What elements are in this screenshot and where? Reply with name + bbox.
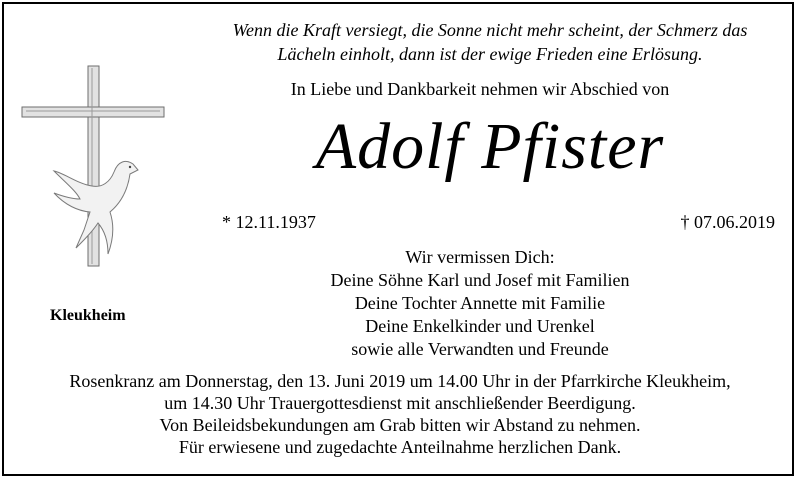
- birth-date: 12.11.1937: [235, 212, 316, 232]
- service-details: [20, 370, 780, 458]
- service-line: Rosenkranz am Donnerstag, den 13. Juni 2019 um 14.00 Uhr in der Pfarrkirche Kleukheim,: [69, 371, 731, 391]
- motto-verse: [200, 18, 780, 66]
- motto-line: Wenn die Kraft versiegt, die Sonne nicht mehr scheint, der Schmerz das: [232, 20, 748, 40]
- place-name: Kleukheim: [50, 307, 126, 324]
- death-cross-icon: †: [680, 212, 690, 232]
- service-line: Für erwiesene und zugedachte Anteilnahme herzlichen Dank.: [178, 437, 622, 457]
- intro-line: In Liebe und Dankbarkeit nehmen wir Abschied von: [290, 79, 670, 99]
- service-line: um 14.30 Uhr Trauergottesdienst mit anschließender Beerdigung.: [164, 393, 636, 413]
- service-line: Von Beileidsbekundungen am Grab bitten wir Abstand zu nehmen.: [159, 415, 641, 435]
- death-date-line: [681, 210, 776, 234]
- motto-line: Lächeln einholt, dann ist der ewige Frieden eine Erlösung.: [277, 44, 703, 64]
- birth-date-line: [222, 210, 316, 234]
- mourner-line: Deine Tochter Annette mit Familie: [354, 293, 606, 313]
- mourner-line: sowie alle Verwandten und Freunde: [351, 339, 609, 359]
- birth-star-icon: *: [222, 212, 231, 232]
- mourner-line: Deine Enkelkinder und Urenkel: [365, 316, 595, 336]
- deceased-name: Adolf Pfister: [315, 110, 665, 183]
- mourner-line: Wir vermissen Dich:: [405, 247, 555, 267]
- mourner-line: Deine Söhne Karl und Josef mit Familien: [330, 270, 630, 290]
- mourners-list: [250, 246, 710, 361]
- cross-with-dove-icon: [18, 60, 168, 280]
- death-date: 07.06.2019: [694, 212, 775, 232]
